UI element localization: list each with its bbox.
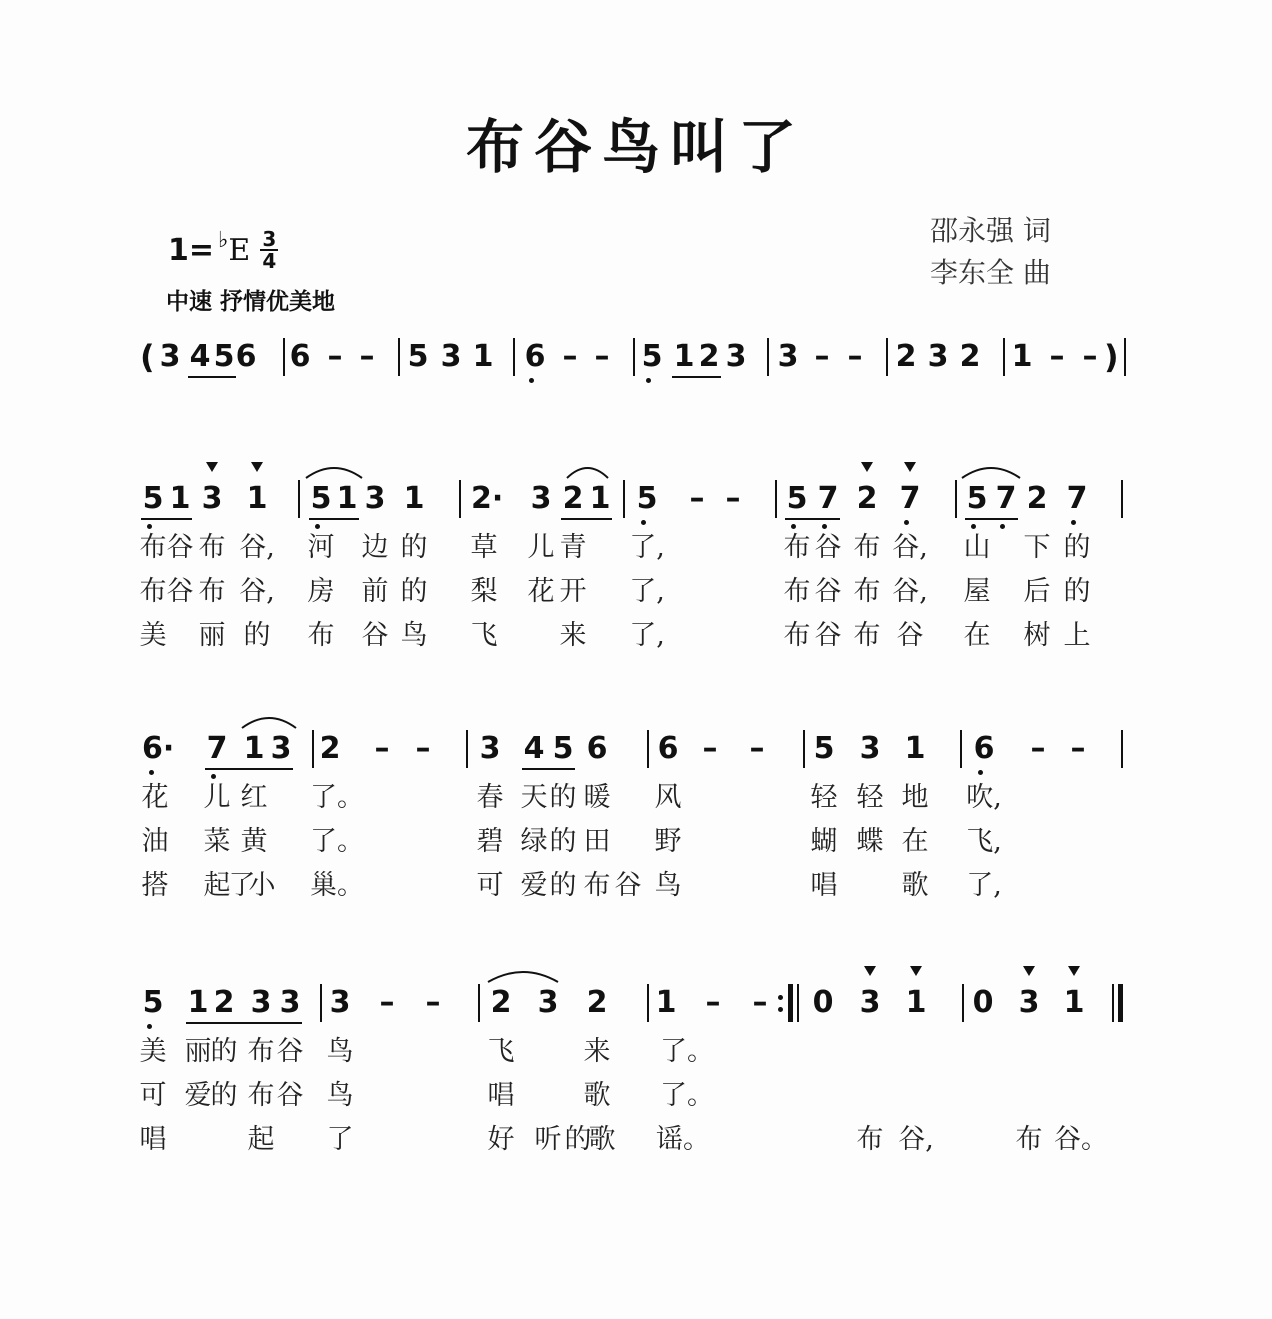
lyric-syllable: 谷 xyxy=(614,870,642,901)
lyric-syllable: 天 xyxy=(520,782,548,813)
lyric-syllable: 布 xyxy=(783,620,811,651)
note: 5 xyxy=(213,339,235,374)
lyric-syllable: 布 xyxy=(583,870,611,901)
key-signature xyxy=(168,225,278,275)
lyric-syllable: 小 xyxy=(248,870,276,901)
accent-mark xyxy=(910,966,922,976)
lyric-syllable: 山 xyxy=(963,532,991,563)
lyric-syllable: 布 xyxy=(198,576,226,607)
note: 6 xyxy=(973,731,995,766)
lyric-syllable: 蝴 xyxy=(810,826,838,857)
note: 5 xyxy=(813,731,835,766)
dash: – xyxy=(562,339,578,374)
lyric-syllable: 谷 xyxy=(896,620,924,651)
note: 3 xyxy=(530,481,552,516)
lyric-syllable: 的 xyxy=(1063,576,1091,607)
note: 2 xyxy=(213,985,235,1020)
note: 5 xyxy=(966,481,988,516)
bar-line xyxy=(633,338,635,376)
lyric-syllable: 鸟 xyxy=(326,1080,354,1111)
lyric-syllable: 下 xyxy=(1023,532,1051,563)
note: 6 xyxy=(235,339,257,374)
note: 3 xyxy=(201,481,223,516)
slur-arc xyxy=(486,968,560,984)
bar-line xyxy=(1121,480,1123,518)
lyric-syllable: 起 xyxy=(247,1124,275,1155)
lyric-syllable: 的 xyxy=(1063,532,1091,563)
lyric-syllable: 鸟 xyxy=(400,620,428,651)
lyric-syllable: 布 xyxy=(853,620,881,651)
note: 6 xyxy=(289,339,311,374)
bar-line xyxy=(623,480,625,518)
lyric-syllable: 春 xyxy=(476,782,504,813)
lyric-syllable: 青 xyxy=(559,532,587,563)
lyric-syllable: 了, xyxy=(966,870,1002,901)
lyric-syllable: 谷。 xyxy=(1054,1124,1108,1155)
close-paren: ) xyxy=(1104,338,1119,376)
dash: – xyxy=(1082,339,1098,374)
note: 7 xyxy=(206,731,228,766)
lyric-syllable: 了。 xyxy=(660,1080,714,1111)
dash: – xyxy=(327,339,343,374)
bar-line xyxy=(647,984,649,1022)
lyric-syllable: 谷 xyxy=(814,576,842,607)
dash: – xyxy=(847,339,863,374)
lyric-syllable: 谷, xyxy=(892,532,928,563)
bar-line xyxy=(478,984,480,1022)
repeat-dot xyxy=(778,1007,783,1012)
bar-line xyxy=(398,338,400,376)
accent-mark xyxy=(206,462,218,472)
note: 1 xyxy=(589,481,611,516)
dash: – xyxy=(594,339,610,374)
lower-octave-dot xyxy=(315,524,320,529)
note: 2 xyxy=(856,481,878,516)
note: 1 xyxy=(1063,985,1085,1020)
note: 3 xyxy=(250,985,272,1020)
bar-line xyxy=(767,338,769,376)
lyric-syllable: 听 xyxy=(534,1124,562,1155)
lyric-syllable: 爱 xyxy=(184,1080,212,1111)
lower-octave-dot xyxy=(1071,520,1076,525)
note: 6 xyxy=(657,731,679,766)
lyric-syllable: 了, xyxy=(629,576,665,607)
lyric-syllable: 轻 xyxy=(856,782,884,813)
lyric-syllable: 唱 xyxy=(139,1124,167,1155)
lyric-syllable: 谷, xyxy=(239,576,275,607)
note: 1 xyxy=(403,481,425,516)
lyric-syllable: 了。 xyxy=(310,782,364,813)
lyric-syllable: 花 xyxy=(527,576,555,607)
lyric-syllable: 菜 xyxy=(203,826,231,857)
lyric-syllable: 风 xyxy=(654,782,682,813)
lyric-syllable: 爱 xyxy=(520,870,548,901)
note: 3 xyxy=(279,985,301,1020)
lyric-syllable: 丽 xyxy=(198,620,226,651)
lyric-syllable: 的 xyxy=(400,576,428,607)
accent-mark xyxy=(861,462,873,472)
slur-arc xyxy=(960,464,1022,480)
lyric-syllable: 了, xyxy=(629,620,665,651)
note: 1 xyxy=(1011,339,1033,374)
note: 4 xyxy=(189,339,211,374)
note: 3 xyxy=(725,339,747,374)
lyric-syllable: 了。 xyxy=(660,1036,714,1067)
lyric-syllable: 布 xyxy=(783,532,811,563)
note: 1 xyxy=(472,339,494,374)
note: 3 xyxy=(329,985,351,1020)
note: 7 xyxy=(817,481,839,516)
slur-arc xyxy=(240,714,298,730)
lyric-syllable: 布 xyxy=(783,576,811,607)
eighth-beam xyxy=(186,1022,302,1024)
repeat-thin-bar xyxy=(797,984,799,1022)
lyric-syllable: 唱 xyxy=(487,1080,515,1111)
lyric-syllable: 布 xyxy=(198,532,226,563)
note: 0 xyxy=(812,985,834,1020)
bar-line xyxy=(647,730,649,768)
lyric-syllable: 房 xyxy=(307,576,335,607)
lyric-syllable: 吹, xyxy=(966,782,1002,813)
lyricist: 邵永强 词 xyxy=(930,214,1051,247)
lyric-syllable: 鸟 xyxy=(654,870,682,901)
lyric-syllable: 谷, xyxy=(239,532,275,563)
lyric-syllable: 梨 xyxy=(470,576,498,607)
lyric-syllable: 丽 xyxy=(184,1036,212,1067)
lyric-syllable: 好 xyxy=(487,1124,515,1155)
lyric-syllable: 谣。 xyxy=(656,1124,710,1155)
note: 3 xyxy=(270,731,292,766)
note: 2 xyxy=(1026,481,1048,516)
lyric-syllable: 巢。 xyxy=(310,870,364,901)
lyric-syllable: 歌 xyxy=(588,1124,616,1155)
note: 0 xyxy=(972,985,994,1020)
lyric-syllable: 布 xyxy=(307,620,335,651)
note: 3 xyxy=(859,731,881,766)
lyric-syllable: 的 xyxy=(549,870,577,901)
note: 2 xyxy=(698,339,720,374)
note: 2 xyxy=(490,985,512,1020)
lyric-syllable: 黄 xyxy=(240,826,268,857)
lower-octave-dot xyxy=(971,524,976,529)
note: 2 xyxy=(562,481,584,516)
note: 1 xyxy=(187,985,209,1020)
credits xyxy=(930,210,1051,294)
lyric-syllable: 红 xyxy=(240,782,268,813)
dash: – xyxy=(1049,339,1065,374)
eighth-beam xyxy=(965,518,1018,520)
bar-line xyxy=(803,730,805,768)
lyric-syllable: 边 xyxy=(361,532,389,563)
bar-line xyxy=(775,480,777,518)
key-one: 1= xyxy=(168,232,215,268)
lyric-syllable: 了, xyxy=(629,532,665,563)
lyric-syllable: 布 xyxy=(247,1036,275,1067)
lower-octave-dot xyxy=(147,524,152,529)
lower-octave-dot xyxy=(211,774,216,779)
lyric-syllable: 唱 xyxy=(810,870,838,901)
dash: – xyxy=(749,731,765,766)
lyric-syllable: 了。 xyxy=(310,826,364,857)
lower-octave-dot xyxy=(822,524,827,529)
eighth-beam xyxy=(522,768,575,770)
lyric-syllable: 后 xyxy=(1023,576,1051,607)
note: 1 xyxy=(336,481,358,516)
note: 3 xyxy=(537,985,559,1020)
lyric-syllable: 美 xyxy=(139,1036,167,1067)
dash: – xyxy=(705,985,721,1020)
lyric-syllable: 油 xyxy=(141,826,169,857)
bar-line xyxy=(283,338,285,376)
accent-mark xyxy=(251,462,263,472)
dash: – xyxy=(379,985,395,1020)
lower-octave-dot xyxy=(1000,524,1005,529)
eighth-beam xyxy=(309,518,359,520)
accent-mark xyxy=(904,462,916,472)
eighth-beam xyxy=(785,518,840,520)
note: 3 xyxy=(479,731,501,766)
note: 5 xyxy=(552,731,574,766)
note: 1 xyxy=(655,985,677,1020)
note: 1 xyxy=(673,339,695,374)
repeat-thick-bar xyxy=(788,984,793,1022)
lyric-syllable: 了 xyxy=(326,1124,354,1155)
bar-line xyxy=(1121,730,1123,768)
note: 5 xyxy=(641,339,663,374)
lyric-syllable: 蝶 xyxy=(856,826,884,857)
lyric-syllable: 来 xyxy=(583,1036,611,1067)
lyric-syllable: 美 xyxy=(139,620,167,651)
lyric-syllable: 在 xyxy=(901,826,929,857)
lyric-syllable: 飞, xyxy=(966,826,1002,857)
note: 3 xyxy=(859,985,881,1020)
lyric-syllable: 谷 xyxy=(814,620,842,651)
song-title: 布谷鸟叫了 xyxy=(465,113,806,181)
lyric-syllable: 田 xyxy=(583,826,611,857)
bar-line xyxy=(312,730,314,768)
lyric-syllable: 的 xyxy=(210,1036,238,1067)
lower-octave-dot xyxy=(641,520,646,525)
lyric-syllable: 谷, xyxy=(892,576,928,607)
lyric-syllable: 谷 xyxy=(276,1080,304,1111)
final-thin-bar xyxy=(1112,984,1114,1022)
lyric-syllable: 在 xyxy=(963,620,991,651)
note: 5 xyxy=(636,481,658,516)
final-thick-bar xyxy=(1118,984,1123,1022)
repeat-dot xyxy=(778,995,783,1000)
lyric-syllable: 可 xyxy=(476,870,504,901)
dash: – xyxy=(814,339,830,374)
dash: – xyxy=(359,339,375,374)
note: 5 xyxy=(407,339,429,374)
bar-line xyxy=(1124,338,1126,376)
lyric-syllable: 布 xyxy=(853,532,881,563)
lyric-syllable: 布 xyxy=(139,576,167,607)
dash: – xyxy=(702,731,718,766)
lyric-syllable: 歌 xyxy=(583,1080,611,1111)
lower-octave-dot xyxy=(646,378,651,383)
slur-arc xyxy=(565,464,610,480)
lyric-syllable: 布 xyxy=(856,1124,884,1155)
note: 1 xyxy=(169,481,191,516)
lower-octave-dot xyxy=(791,524,796,529)
lyric-syllable: 飞 xyxy=(470,620,498,651)
lower-octave-dot xyxy=(904,520,909,525)
lyric-syllable: 了 xyxy=(228,870,256,901)
lyric-syllable: 的 xyxy=(400,532,428,563)
note: 3 xyxy=(440,339,462,374)
lyric-syllable: 暖 xyxy=(583,782,611,813)
note: 2 xyxy=(586,985,608,1020)
note: 5 xyxy=(142,481,164,516)
bar-line xyxy=(320,984,322,1022)
bar-line xyxy=(962,984,964,1022)
lyric-syllable: 屋 xyxy=(963,576,991,607)
note: 3 xyxy=(1018,985,1040,1020)
bar-line xyxy=(955,480,957,518)
note: 2 xyxy=(959,339,981,374)
note: 7 xyxy=(1066,481,1088,516)
lyric-syllable: 地 xyxy=(901,782,929,813)
note: 1 xyxy=(246,481,268,516)
eighth-beam xyxy=(561,518,612,520)
note: 3 xyxy=(927,339,949,374)
lyric-syllable: 布 xyxy=(1015,1124,1043,1155)
bar-line xyxy=(459,480,461,518)
lyric-syllable: 开 xyxy=(559,576,587,607)
key-name: E xyxy=(228,232,251,268)
accent-mark xyxy=(1023,966,1035,976)
note: 4 xyxy=(523,731,545,766)
note: 6 xyxy=(524,339,546,374)
lyric-syllable: 绿 xyxy=(520,826,548,857)
lyric-syllable: 布 xyxy=(853,576,881,607)
lyric-syllable: 谷 xyxy=(166,532,194,563)
lower-octave-dot xyxy=(147,1024,152,1029)
lyric-syllable: 布 xyxy=(247,1080,275,1111)
note: 3 xyxy=(159,339,181,374)
time-top: 3 xyxy=(262,227,277,251)
dash: – xyxy=(374,731,390,766)
dash: – xyxy=(725,481,741,516)
lyric-syllable: 起 xyxy=(203,870,231,901)
note: 5 xyxy=(786,481,808,516)
bar-line xyxy=(298,480,300,518)
note: 2 xyxy=(319,731,341,766)
time-bottom: 4 xyxy=(262,249,277,273)
lyric-syllable: 轻 xyxy=(810,782,838,813)
lyric-syllable: 搭 xyxy=(141,870,169,901)
note: 6· xyxy=(142,731,175,766)
eighth-beam xyxy=(141,518,192,520)
dash: – xyxy=(1030,731,1046,766)
note: 1 xyxy=(905,985,927,1020)
lower-octave-dot xyxy=(529,378,534,383)
lyric-syllable: 儿 xyxy=(203,782,231,813)
note: 5 xyxy=(310,481,332,516)
lyric-syllable: 的 xyxy=(243,620,271,651)
lyric-syllable: 飞 xyxy=(487,1036,515,1067)
lyric-syllable: 上 xyxy=(1063,620,1091,651)
lyric-syllable: 的 xyxy=(549,826,577,857)
note: 5 xyxy=(142,985,164,1020)
lyric-syllable: 谷 xyxy=(361,620,389,651)
note: 2 xyxy=(895,339,917,374)
bar-line xyxy=(466,730,468,768)
note: 1 xyxy=(904,731,926,766)
lyric-syllable: 谷 xyxy=(166,576,194,607)
bar-line xyxy=(886,338,888,376)
lyric-syllable: 花 xyxy=(141,782,169,813)
lyric-syllable: 可 xyxy=(139,1080,167,1111)
lyric-syllable: 的 xyxy=(564,1124,592,1155)
note: 1 xyxy=(243,731,265,766)
note: 7 xyxy=(995,481,1017,516)
open-paren: ( xyxy=(140,338,155,376)
lower-octave-dot xyxy=(978,770,983,775)
lower-octave-dot xyxy=(149,770,154,775)
lyric-syllable: 儿 xyxy=(527,532,555,563)
note: 3 xyxy=(364,481,386,516)
dash: – xyxy=(689,481,705,516)
lyric-syllable: 谷 xyxy=(814,532,842,563)
lyric-syllable: 碧 xyxy=(476,826,504,857)
lyric-syllable: 河 xyxy=(307,532,335,563)
flat-sign: ♭ xyxy=(218,227,229,253)
dash: – xyxy=(752,985,768,1020)
lyric-syllable: 野 xyxy=(654,826,682,857)
lyric-syllable: 来 xyxy=(559,620,587,651)
bar-line xyxy=(513,338,515,376)
dash: – xyxy=(415,731,431,766)
dash: – xyxy=(425,985,441,1020)
lyric-syllable: 树 xyxy=(1023,620,1051,651)
eighth-beam xyxy=(205,768,293,770)
dash: – xyxy=(1070,731,1086,766)
bar-line xyxy=(960,730,962,768)
lyric-syllable: 前 xyxy=(361,576,389,607)
accent-mark xyxy=(1068,966,1080,976)
accent-mark xyxy=(864,966,876,976)
lyric-syllable: 的 xyxy=(210,1080,238,1111)
note: 3 xyxy=(777,339,799,374)
lyric-syllable: 布 xyxy=(139,532,167,563)
eighth-beam xyxy=(188,376,236,378)
lyric-syllable: 鸟 xyxy=(326,1036,354,1067)
slur-arc xyxy=(304,464,364,480)
time-signature xyxy=(260,229,278,271)
eighth-beam xyxy=(672,376,721,378)
note: 2· xyxy=(471,481,504,516)
tempo-marking: 中速 抒情优美地 xyxy=(166,289,336,315)
note: 7 xyxy=(899,481,921,516)
lyric-syllable: 谷, xyxy=(898,1124,934,1155)
lyric-syllable: 草 xyxy=(470,532,498,563)
lyric-syllable: 谷 xyxy=(276,1036,304,1067)
lyric-syllable: 的 xyxy=(549,782,577,813)
lyric-syllable: 歌 xyxy=(901,870,929,901)
note: 6 xyxy=(586,731,608,766)
composer: 李东全 曲 xyxy=(930,256,1051,289)
bar-line xyxy=(1003,338,1005,376)
